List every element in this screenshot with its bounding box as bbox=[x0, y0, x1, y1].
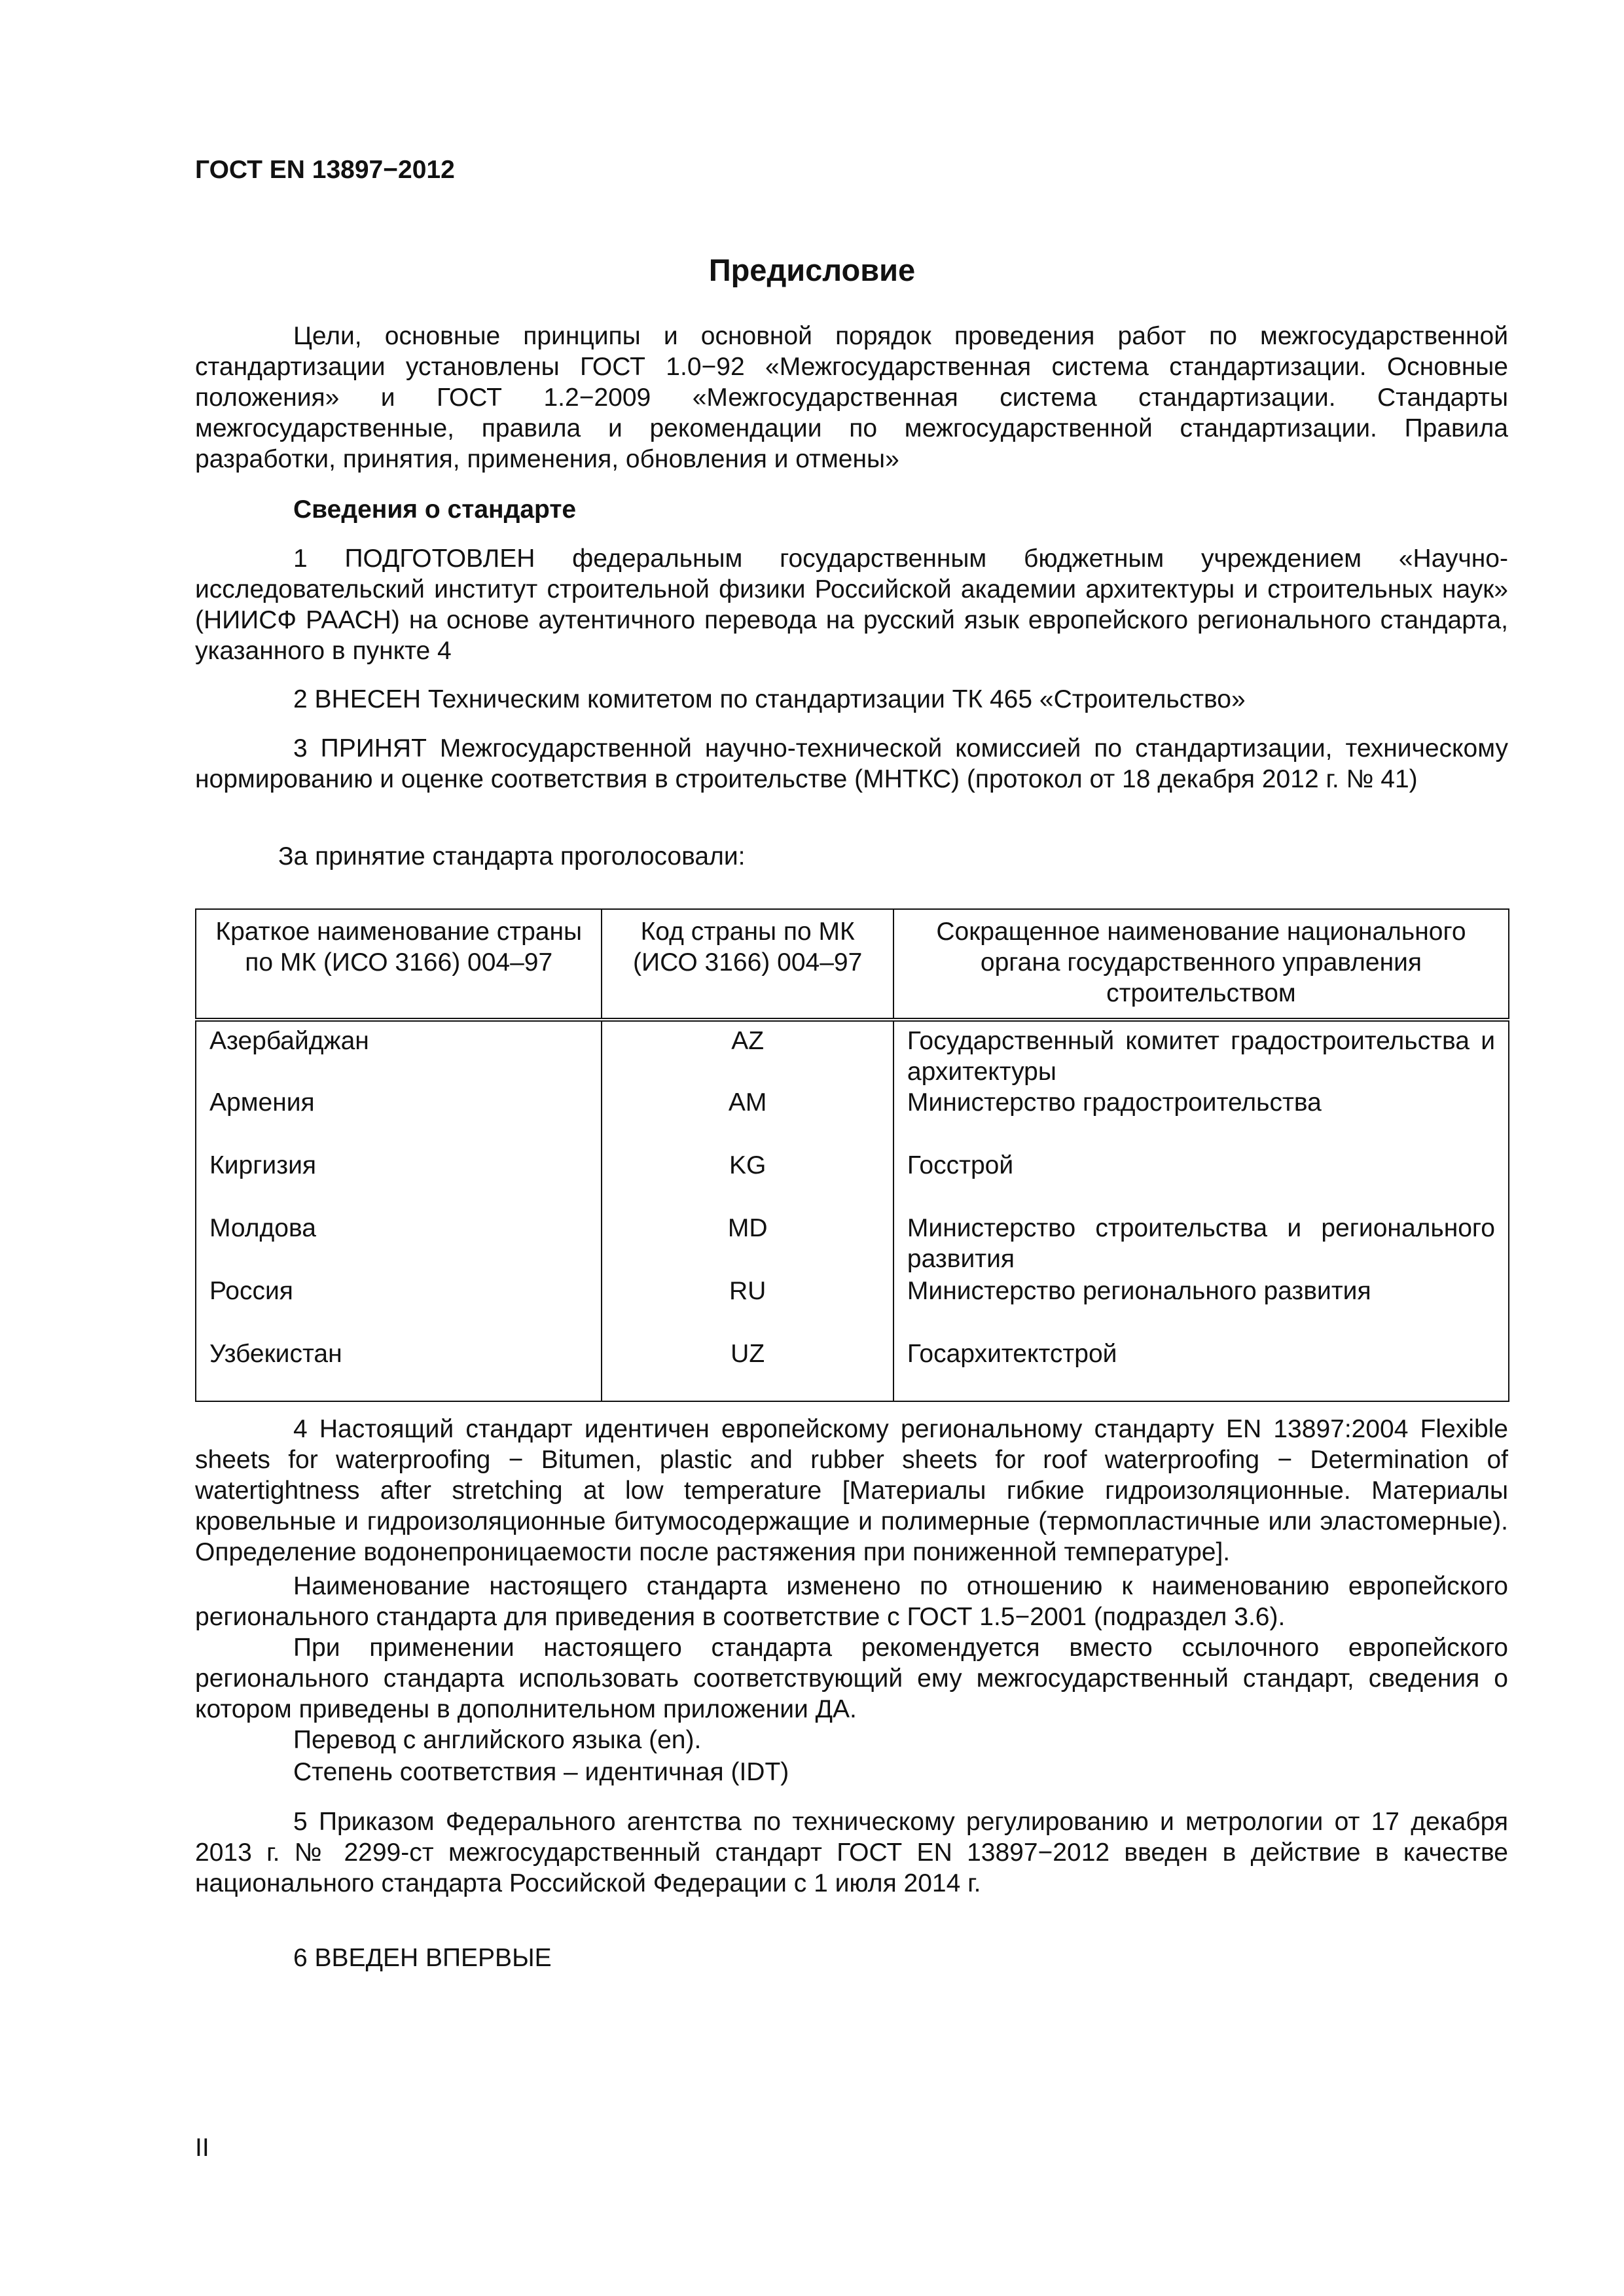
cell-body: Министерство строительства и регионального развития bbox=[893, 1213, 1509, 1276]
info-heading: Сведения о стандарте bbox=[293, 495, 577, 524]
table-row bbox=[196, 1020, 1509, 1087]
document-code: ГОСТ EN 13897−2012 bbox=[195, 156, 455, 184]
cell-code: MD bbox=[602, 1213, 893, 1276]
table-row bbox=[196, 1150, 1509, 1213]
table-row bbox=[196, 1087, 1509, 1150]
cell-code: RU bbox=[602, 1276, 893, 1338]
cell-body: Министерство градостроительства bbox=[893, 1087, 1509, 1150]
table-row bbox=[196, 1338, 1509, 1401]
cell-code: KG bbox=[602, 1150, 893, 1213]
header-national-body: Сокращенное наименование национального органа государственного управления строительством bbox=[893, 909, 1509, 1020]
item-4-paragraph: 4 Настоящий стандарт идентичен европейскому региональному стандарту EN 13897:2004 Flexible sheets for waterproofing − Bitumen, plastic and rubber sheets for roof waterproofing − Determination of watertightness after stretching at low temperature [Материалы гибкие гидроизоляционные. Материалы кровельные и гидроизоляционные битумосодержащие и полимерные (термопластичные или эластомерные). Определение водонепроницаемости после растяжения при пониженной температуре]. bbox=[195, 1415, 1508, 1566]
item-4-degree: Степень соответствия – идентичная (IDT) bbox=[293, 1758, 789, 1786]
page-title: Предисловие bbox=[708, 253, 916, 287]
table-row bbox=[196, 1276, 1509, 1338]
item-4-reference-note: При применении настоящего стандарта рекомендуется вместо ссылочного европейского регионального стандарта использовать соответствующий ему межгосударственный стандарт, сведения о котором приведены в дополнительном приложении ДА. bbox=[195, 1634, 1508, 1723]
item-3-paragraph: 3 ПРИНЯТ Межгосударственной научно-технической комиссией по стандартизации, техническому нормированию и оценке соответствия в строительстве (МНТКС) (протокол от 18 декабря 2012 г. № 41) bbox=[195, 734, 1508, 793]
cell-country: Россия bbox=[196, 1276, 602, 1338]
table-row bbox=[196, 1213, 1509, 1276]
cell-body: Министерство регионального развития bbox=[893, 1276, 1509, 1338]
item-4-name-note: Наименование настоящего стандарта изменено по отношению к наименованию европейского регионального стандарта для приведения в соответствие с ГОСТ 1.5−2001 (подраздел 3.6). bbox=[195, 1572, 1508, 1631]
cell-country: Армения bbox=[196, 1087, 602, 1150]
cell-country: Азербайджан bbox=[196, 1020, 602, 1087]
voting-intro: За принятие стандарта проголосовали: bbox=[278, 842, 746, 870]
cell-country: Молдова bbox=[196, 1213, 602, 1276]
item-2-paragraph: 2 ВНЕСЕН Техническим комитетом по стандартизации ТК 465 «Строительство» bbox=[293, 685, 1246, 713]
page-number: II bbox=[195, 2134, 209, 2162]
table-header-row bbox=[196, 909, 1509, 1020]
voting-table bbox=[195, 908, 1509, 1402]
item-5-paragraph: 5 Приказом Федерального агентства по техническому регулированию и метрологии от 17 декабря 2013 г. № 2299-ст межгосударственный стандарт ГОСТ EN 13897−2012 введен в действие в качестве национального стандарта Российской Федерации с 1 июля 2014 г. bbox=[195, 1808, 1508, 1897]
cell-code: UZ bbox=[602, 1338, 893, 1401]
item-6-paragraph: 6 ВВЕДЕН ВПЕРВЫЕ bbox=[293, 1944, 552, 1972]
cell-code: AM bbox=[602, 1087, 893, 1150]
header-country-name: Краткое наименование страны по МК (ИСО 3166) 004–97 bbox=[196, 909, 602, 1020]
cell-code: AZ bbox=[602, 1020, 893, 1087]
cell-country: Киргизия bbox=[196, 1150, 602, 1213]
item-4-translation: Перевод с английского языка (en). bbox=[293, 1726, 702, 1754]
item-1-paragraph: 1 ПОДГОТОВЛЕН федеральным государственным бюджетным учреждением «Научно-исследовательский институт строительной физики Российской академии архитектуры и строительных наук» (НИИСФ РААСН) на основе аутентичного перевода на русский язык европейского регионального стандарта, указанного в пункте 4 bbox=[195, 545, 1508, 665]
cell-country: Узбекистан bbox=[196, 1338, 602, 1401]
cell-body: Госстрой bbox=[893, 1150, 1509, 1213]
intro-paragraph: Цели, основные принципы и основной порядок проведения работ по межгосударственной стандартизации установлены ГОСТ 1.0−92 «Межгосударственная система стандартизации. Основные положения» и ГОСТ 1.2−2009 «Межгосударственная система стандартизации. Стандарты межгосударственные, правила и рекомендации по межгосударственной стандартизации. Правила разработки, принятия, применения, обновления и отмены» bbox=[195, 322, 1508, 473]
cell-body: Государственный комитет градостроительства и архитектуры bbox=[893, 1020, 1509, 1087]
cell-body: Госархитектстрой bbox=[893, 1338, 1509, 1401]
header-country-code: Код страны по МК (ИСО 3166) 004–97 bbox=[602, 909, 893, 1020]
